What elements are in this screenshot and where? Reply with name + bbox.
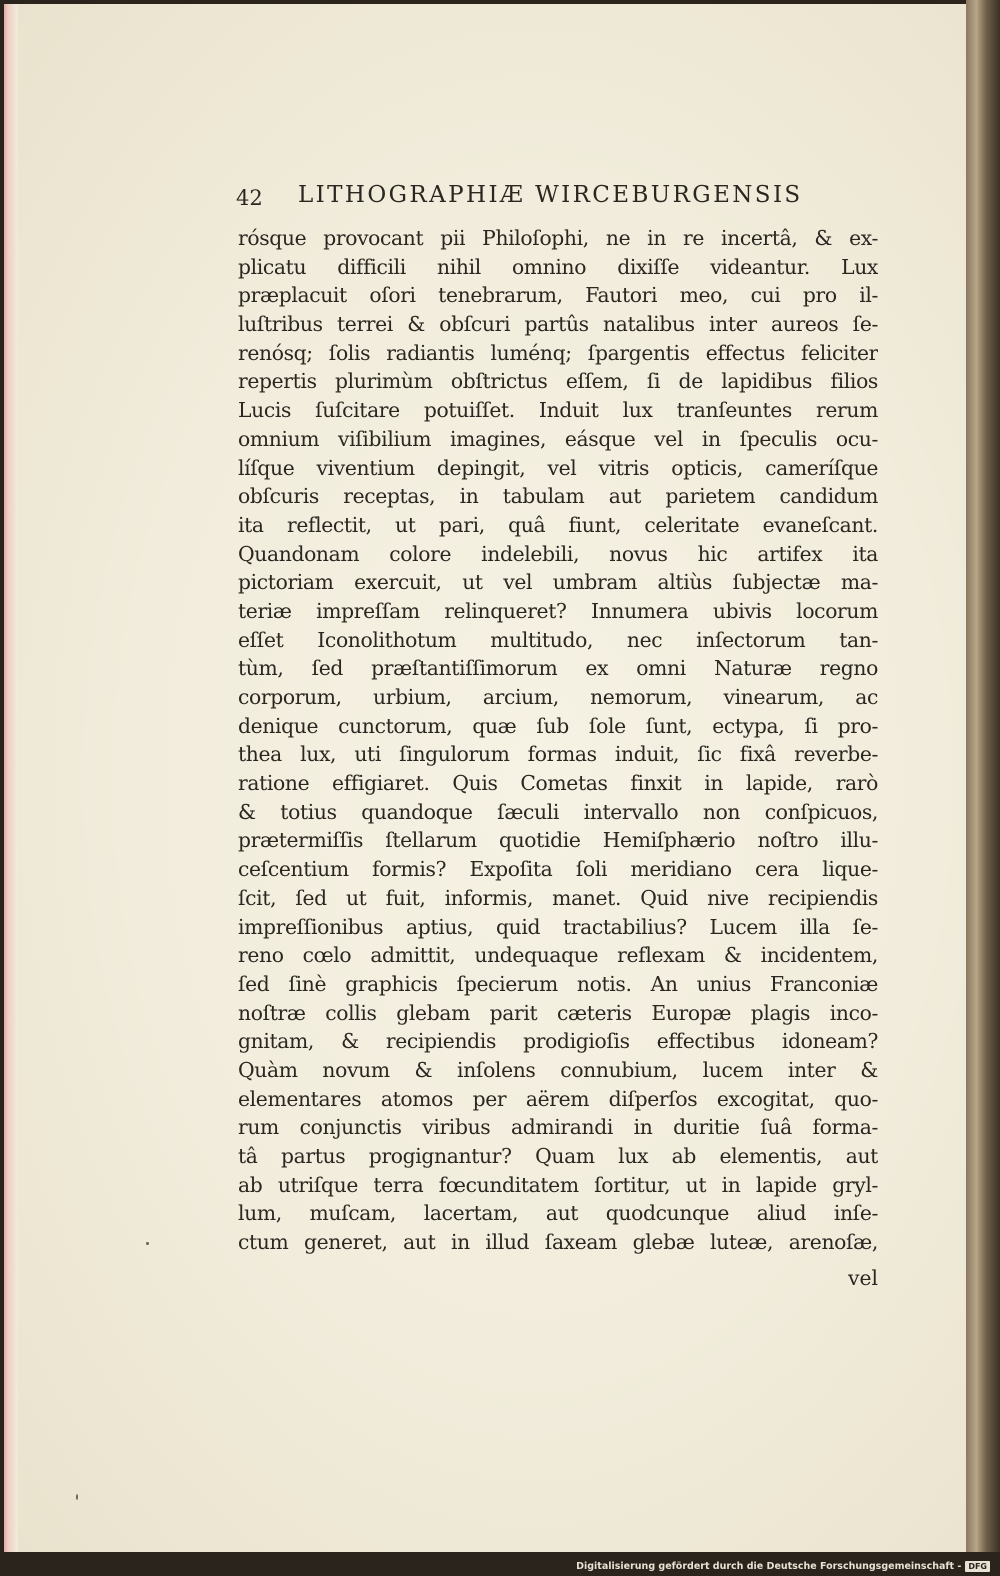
text-line: elementares atomos per aërem diſperſos excogitat, quo- [238,1086,878,1111]
paper-speck [76,1494,78,1500]
text-line: Quandonam colore indelebili, novus hic artifex ita [238,541,878,566]
text-line: ſed ſinè graphicis ſpecierum notis. An unius Franconiæ [238,971,878,996]
text-line: teriæ impreſſam relinqueret? Innumera ubivis locorum [238,598,878,623]
text-line: ab utriſque terra fœcunditatem ſortitur, ut in lapide gryl- [238,1172,878,1197]
text-line: tâ partus progignantur? Quam lux ab elementis, aut [238,1144,878,1168]
text-line: plicatu difficili nihil omnino dixiſſe videantur. Lux [238,254,878,279]
catchword-row [238,1266,878,1296]
running-title: LITHOGRAPHIÆ WIRCEBURGENSIS [298,182,803,208]
text-line: omnium viſibilium imagines, eásque vel in ſpeculis ocu- [238,426,878,451]
text-line: ceſcentium formis? Expoſita ſoli meridiano cera lique- [238,857,878,882]
text-line: renósq; ſolis radiantis luménq; ſpargentis effectus feliciter [238,340,878,365]
text-line: lum, muſcam, lacertam, aut quodcunque aliud inſe- [238,1201,878,1226]
text-line: Lucis ſuſcitare potuiſſet. Induit lux tranſeuntes rerum [238,398,878,423]
text-line: ctum generet, aut in illud ſaxeam glebæ luteæ, arenoſæ, [238,1230,878,1255]
catchword: vel [848,1266,878,1290]
text-line: gnitam, & recipiendis prodigioſis effectibus idoneam? [238,1029,878,1054]
text-line: pictoriam exercuit, ut vel umbram altiùs ſubjectæ ma- [238,570,878,595]
page-header [236,180,876,214]
text-line: reno cœlo admittit, undequaque reflexam & incidentem, [238,943,878,968]
text-line: noſtræ collis glebam parit cæteris Europæ plagis inco- [238,1000,878,1025]
page-edge [4,4,18,1552]
paper-speck [146,1242,149,1245]
text-line: præplacuit oſori tenebrarum, Fautori meo, cui pro il- [238,283,878,308]
text-line: obſcuris receptas, in tabulam aut parietem candidum [238,484,878,509]
text-line: tùm, ſed præſtantiſſimorum ex omni Naturæ regno [238,656,878,681]
text-line: eſſet Iconolithotum multitudo, nec inſectorum tan- [238,627,878,652]
text-line: Quàm novum & inſolens connubium, lucem inter & [238,1057,878,1082]
text-line: prætermiſſis ſtellarum quotidie Hemiſphærio noſtro illu- [238,828,878,853]
credit-text: Digitalisierung gefördert durch die Deutsche Forschungsgemeinschaft - [576,1560,962,1572]
dfg-logo: DFG [965,1561,990,1572]
digitization-credit [576,1558,990,1574]
text-line: rósque provocant pii Philoſophi, ne in re incertâ, & ex- [238,226,878,250]
text-line: ita reflectit, ut pari, quâ fiunt, celeritate evaneſcant. [238,512,878,537]
book-spine [966,0,1000,1576]
text-line: denique cunctorum, quæ ſub ſole ſunt, ectypa, ſi pro- [238,713,878,738]
text-line: ratione effigiaret. Quis Cometas finxit in lapide, rarò [238,771,878,796]
text-line: líſque viventium depingit, vel vitris opticis, cameríſque [238,455,878,480]
text-line: luſtribus terrei & obſcuri partûs natalibus inter aureos ſe- [238,312,878,337]
text-line: rum conjunctis viribus admirandi in duritie ſuâ forma- [238,1115,878,1140]
page-number: 42 [236,186,263,210]
text-line: thea lux, uti ſingulorum formas induit, ſic fixâ reverbe- [238,742,878,767]
text-line: ſcit, ſed ut fuit, informis, manet. Quid nive recipiendis [238,885,878,910]
text-line: impreſſionibus aptius, quid tractabilius? Lucem illa ſe- [238,914,878,939]
text-line: & totius quandoque ſæculi intervallo non conſpicuos, [238,799,878,824]
text-line: corporum, urbium, arcium, nemorum, vinearum, ac [238,685,878,709]
text-line: repertis plurimùm obſtrictus eſſem, ſi de lapidibus filios [238,369,878,394]
body-text [238,224,878,1257]
